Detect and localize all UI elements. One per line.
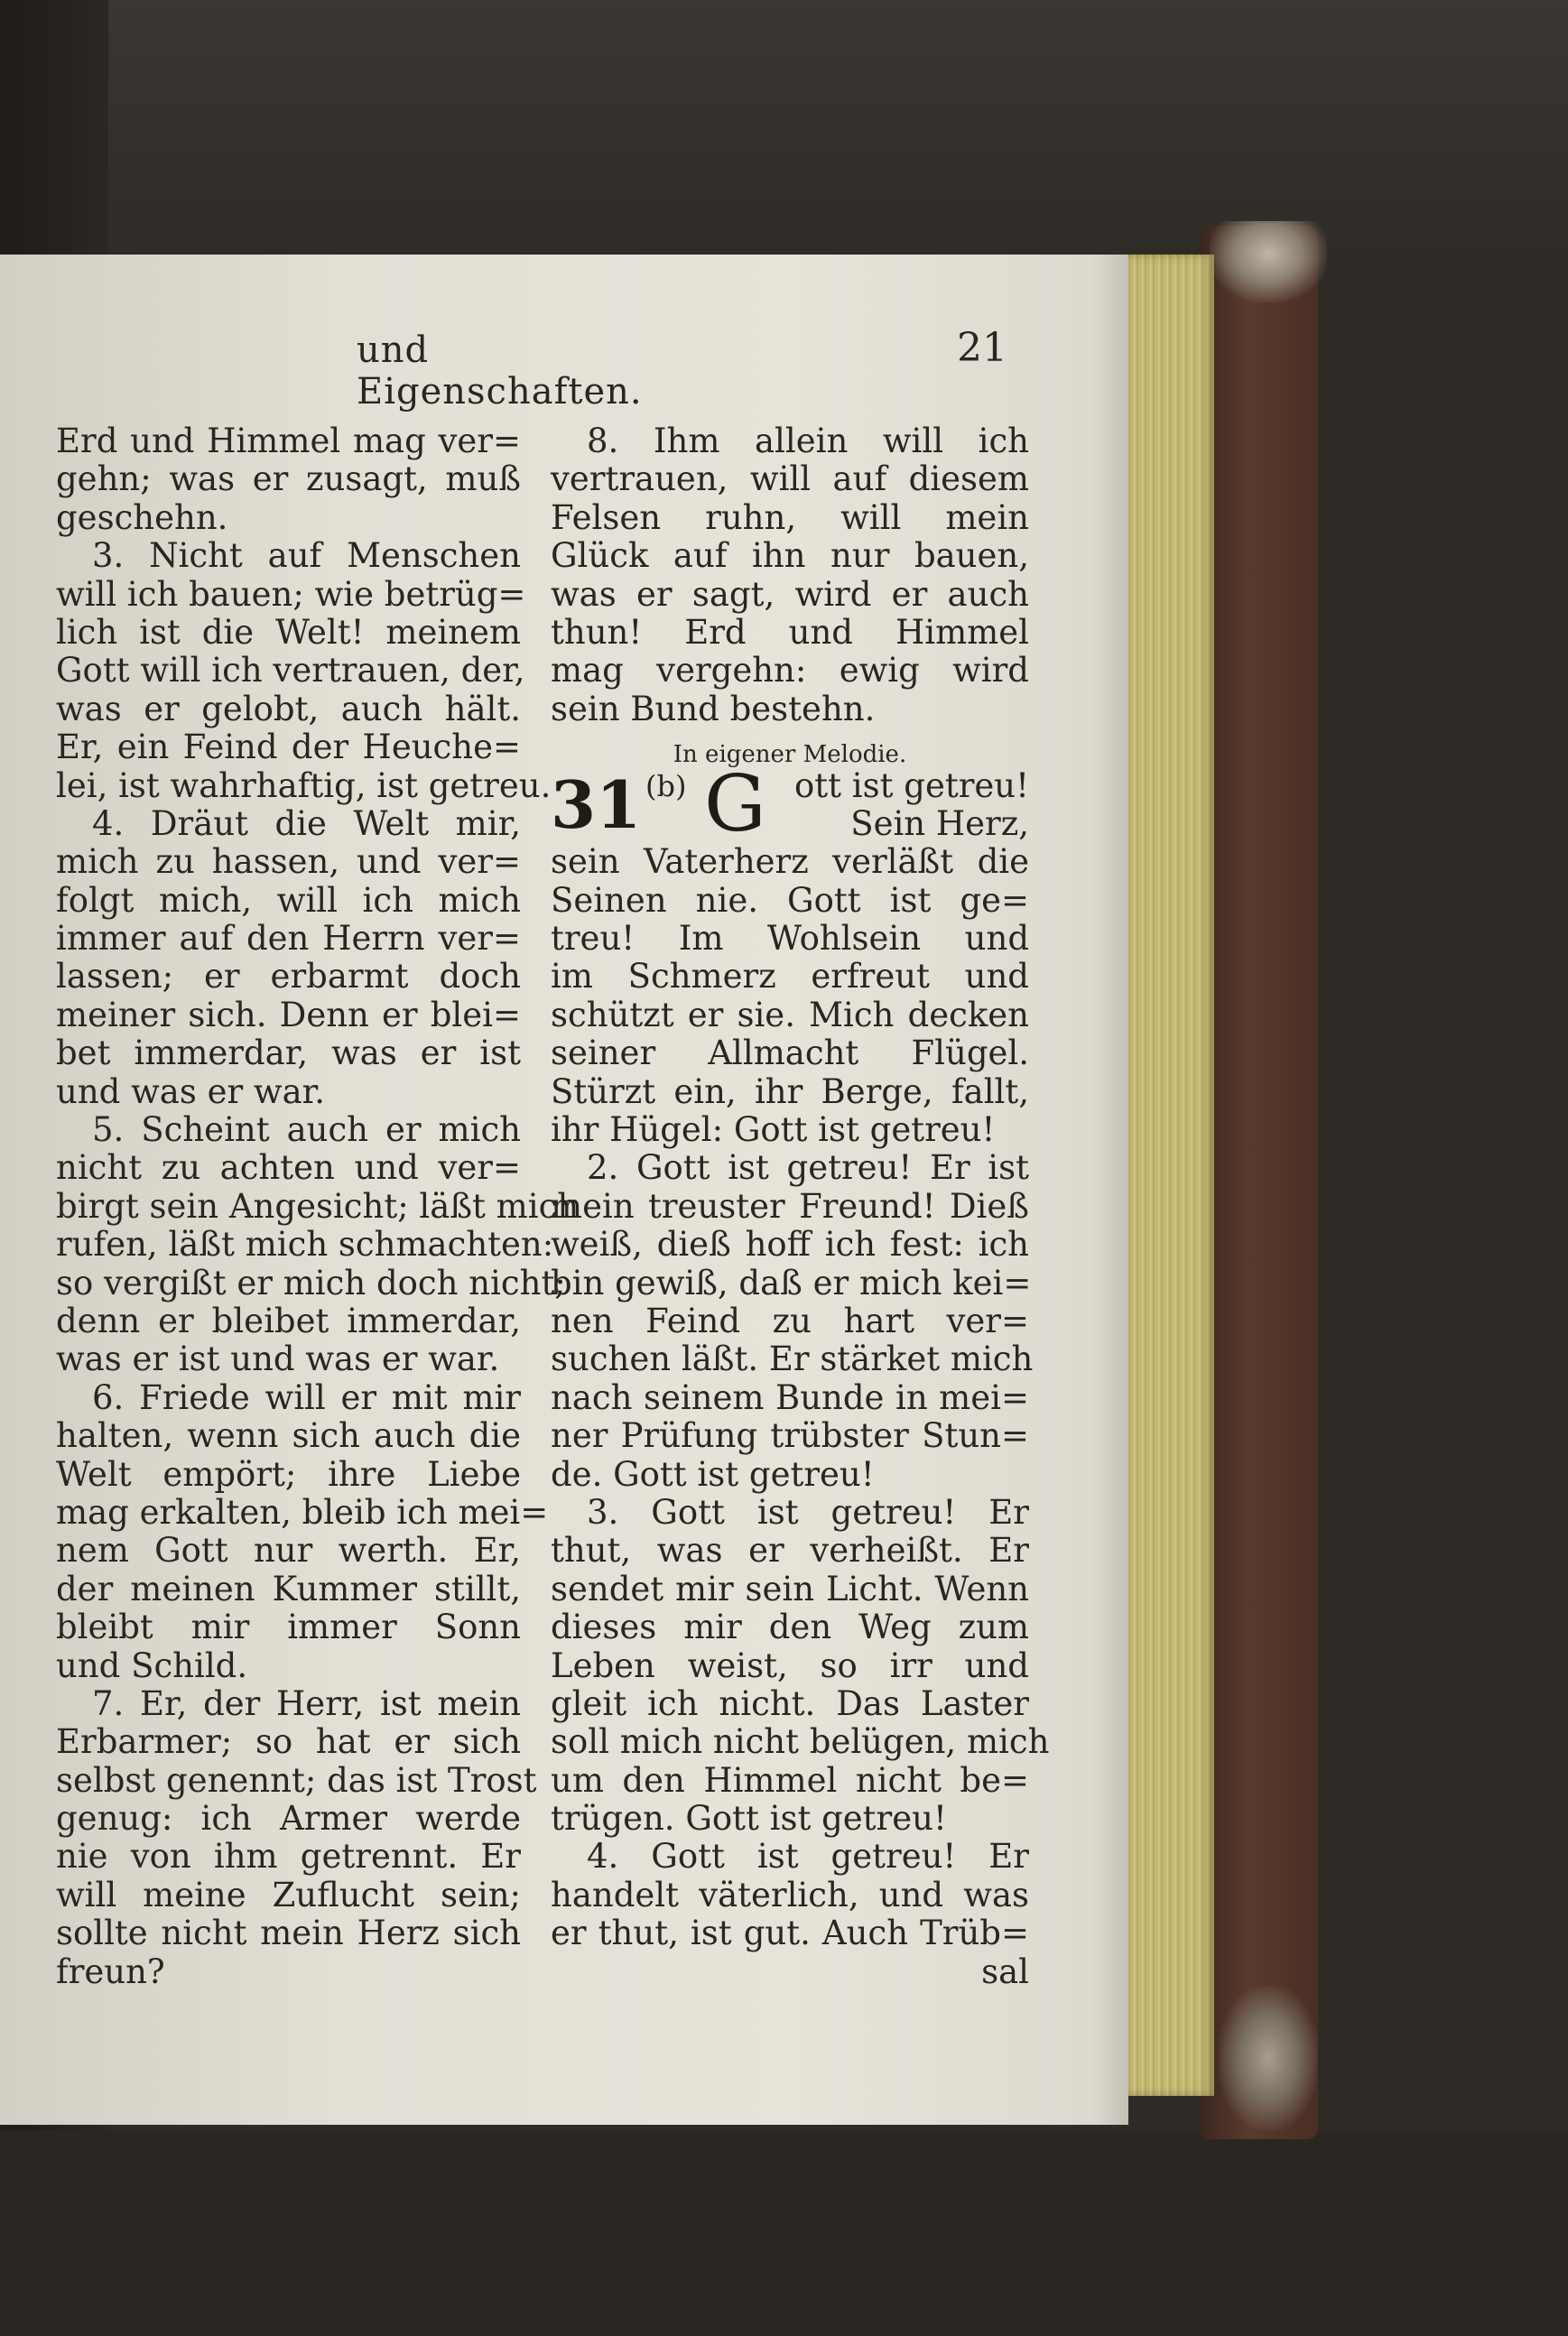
hymn-heading [551,758,1029,849]
text-line: suchen läßt. Er stärket mich [551,1339,1034,1379]
text-line: will meine Zuflucht sein; [56,1875,521,1914]
text-line: 4. Gott ist getreu! Er [587,1837,1029,1877]
page-number: 21 [957,325,1007,371]
text-line: thut, was er verheißt. Er [551,1531,1029,1571]
text-line: im Schmerz erfreut und [551,957,1029,997]
text-line: nen Feind zu hart ver= [551,1302,1029,1340]
text-line: was er sagt, wird er auch [551,574,1029,614]
text-line: lassen; er erbarmt doch [56,957,521,997]
text-line: sendet mir sein Licht. Wenn [551,1569,1029,1608]
text-line: was er gelobt, auch hält. [56,689,521,728]
text-line: er thut, ist gut. Auch Trüb= [551,1914,1029,1953]
left-column [56,422,580,1991]
text-line: weiß, dieß hoff ich fest: ich [551,1225,1029,1265]
text-line: und Schild. [56,1645,248,1685]
hymn-second-line: Sein Herz, [850,803,1029,843]
text-line: bin gewiß, daß er mich kei= [551,1263,1032,1302]
text-line: birgt sein Angesicht; läßt mich [56,1186,580,1226]
text-line: Glück auf ihn nur bauen, [551,536,1029,576]
text-line: denn er bleibet immerdar, [56,1301,521,1340]
text-line: mag erkalten, bleib ich mei= [56,1492,549,1532]
running-header: und Eigenschaften. [357,329,643,413]
text-line: 4. Dräut die Welt mir, [92,803,521,843]
text-line: freun? [56,1951,165,1991]
text-line: sein Bund bestehn. [551,689,876,728]
text-line: vertrauen, will auf diesem [551,459,1029,499]
text-line: selbst genennt; das ist Trost [56,1760,537,1800]
right-column [551,422,1050,1991]
text-line: Erbarmer; so hat er sich [56,1722,521,1762]
text-line: sollte nicht mein Herz sich [56,1914,521,1953]
text-line: ihr Hügel: Gott ist getreu! [551,1110,996,1150]
text-line: genug: ich Armer werde [56,1799,521,1839]
text-line: nach seinem Bunde in mei= [551,1377,1029,1417]
text-line: geschehn. [56,497,228,537]
text-line: gehn; was er zusagt, muß [56,459,521,499]
text-line: trügen. Gott ist getreu! [551,1799,947,1839]
background-top [0,0,1568,253]
text-line: mag vergehn: ewig wird [551,651,1029,691]
cover-corner-wear-bottom [1219,1986,1318,2130]
book-cover [1201,226,1318,2139]
text-line: gleit ich nicht. Das Laster [551,1683,1029,1723]
text-line: sein Vaterherz verläßt die [551,842,1029,882]
text-line: treu! Im Wohlsein und [551,919,1029,959]
melody-label: In eigener Melodie. [673,741,907,769]
text-line: 5. Scheint auch er mich [92,1110,521,1150]
text-line: Welt empört; ihre Liebe [56,1454,521,1494]
text-line: nicht zu achten und ver= [56,1148,521,1188]
text-line: 3. Nicht auf Menschen [92,536,521,576]
text-line: folgt mich, will ich mich [56,880,521,920]
text-line: de. Gott ist getreu! [551,1454,875,1494]
hymn-first-line: ott ist getreu! [794,765,1029,805]
text-line: seiner Allmacht Flügel. [551,1034,1029,1073]
text-line: immer auf den Herrn ver= [56,919,521,959]
hymn-mark: (b) [645,768,687,803]
text-line: 7. Er, der Herr, ist mein [92,1683,521,1723]
text-line: Seinen nie. Gott ist ge= [551,880,1029,920]
text-line: meiner sich. Denn er blei= [56,995,521,1034]
text-line: ner Prüfung trübster Stun= [551,1416,1029,1456]
text-line: Stürzt ein, ihr Berge, fallt, [551,1071,1029,1111]
text-line: dieses mir den Weg zum [551,1608,1029,1647]
text-line: schützt er sie. Mich decken [551,995,1029,1034]
text-line: Erd und Himmel mag ver= [56,422,521,460]
text-line: Gott will ich vertrauen, der, [56,651,525,691]
text-line: 3. Gott ist getreu! Er [587,1492,1029,1532]
text-line: handelt väterlich, und was [551,1875,1029,1914]
text-line: mein treuster Freund! Dieß [551,1186,1029,1226]
text-line: bet immerdar, was er ist [56,1034,521,1073]
text-line: will ich bauen; wie betrüg= [56,574,526,614]
text-line: lei, ist wahrhaftig, ist getreu. [56,765,552,805]
background-bottom [0,2130,1568,2336]
cover-corner-wear-top [1210,221,1327,302]
text-line: bleibt mir immer Sonn [56,1608,521,1647]
text-line: rufen, läßt mich schmachten: [56,1225,554,1265]
text-line: und was er war. [56,1071,326,1111]
text-line: halten, wenn sich auch die [56,1416,521,1456]
initial-capital: G [704,758,766,849]
text-line: der meinen Kummer stillt, [56,1569,521,1608]
text-line: mich zu hassen, und ver= [56,842,521,882]
text-line: 8. Ihm allein will ich [587,422,1029,460]
verse-8 [551,422,1029,728]
text-line: Felsen ruhn, will mein [551,497,1029,537]
text-line: so vergißt er mich doch nicht; [56,1263,566,1302]
text-line: Er, ein Feind der Heuche= [56,728,521,767]
gilt-page-edges [1124,255,1214,2096]
text-line: Leben weist, so irr und [551,1645,1029,1685]
catchword: sal [981,1951,1029,1991]
hymn-body [551,842,1050,1953]
text-line: soll mich nicht belügen, mich [551,1722,1050,1762]
text-line: lich ist die Welt! meinem [56,612,521,652]
text-line: 2. Gott ist getreu! Er ist [587,1148,1029,1188]
text-line: was er ist und was er war. [56,1339,500,1379]
text-line: nie von ihm getrennt. Er [56,1837,521,1877]
text-line: nem Gott nur werth. Er, [56,1531,521,1571]
text-line: thun! Erd und Himmel [551,612,1029,652]
hymn-number: 31 [551,765,642,843]
text-line: 6. Friede will er mit mir [92,1377,521,1417]
text-line: um den Himmel nicht be= [551,1760,1029,1800]
